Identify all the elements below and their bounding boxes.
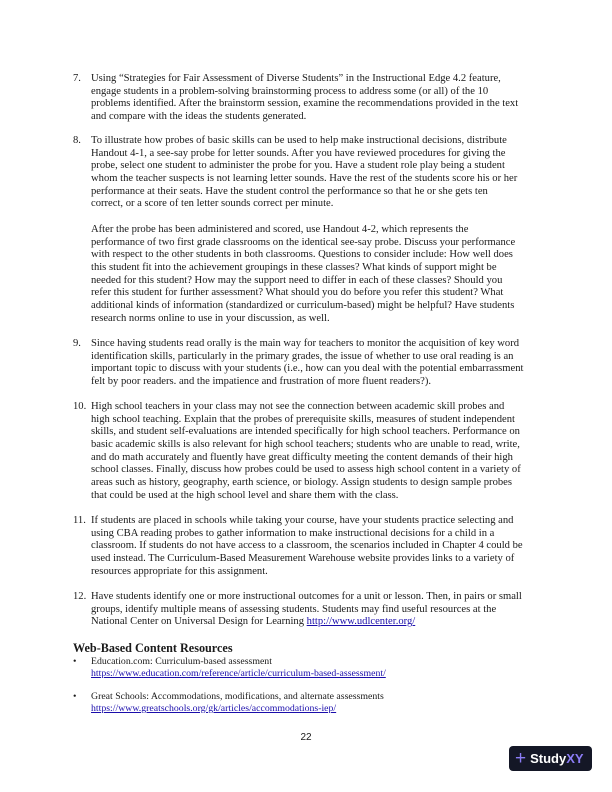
text-line bbox=[91, 515, 523, 528]
item-number: 12. bbox=[73, 591, 87, 602]
item-number: 9. bbox=[73, 338, 81, 349]
text-line bbox=[91, 135, 517, 148]
text-line bbox=[91, 528, 523, 541]
item-number: 11. bbox=[73, 515, 86, 526]
text-line bbox=[91, 477, 521, 490]
bullet: • bbox=[73, 656, 77, 667]
text-line bbox=[91, 111, 518, 124]
section-heading: Web-Based Content Resources bbox=[73, 641, 233, 655]
line-text: Have students identify one or more instructional outcomes for a unit or lesson. Then, in pairs or small bbox=[91, 591, 522, 602]
page-number: 22 bbox=[300, 732, 312, 743]
line-text: problems identified. After the brainstorm session, examine the recommendations provided in the text bbox=[91, 98, 519, 110]
line-text: high school teaching. Explain that the probes of prerequisite skills, measures of student independent bbox=[91, 413, 515, 425]
line-text: with respect to the other students in both classrooms. Questions to consider include: How well does bbox=[91, 249, 513, 261]
text-line bbox=[91, 173, 517, 186]
text-line bbox=[91, 160, 517, 173]
line-text: and compare with the ideas the students generated. bbox=[91, 110, 307, 122]
text-line bbox=[91, 363, 524, 376]
line-text: areas such as history, geography, earth science, or biology. Assign students to design sample probes bbox=[91, 476, 513, 488]
line-text: performance at their seats. Have the student control the performance so that he or she gets ten bbox=[91, 185, 488, 197]
line-text: important topic to discuss with your students (i.e., how can you deal with the potential embarrassment bbox=[91, 363, 524, 375]
text-line bbox=[91, 73, 518, 86]
line-text: performance of two first grade classrooms on the identical see-say probe. Discuss your performance bbox=[91, 236, 516, 248]
text-line bbox=[91, 300, 515, 313]
line-text: felt by poor readers. and the impatience and frustration of more fluent readers?). bbox=[91, 375, 432, 387]
text-line bbox=[91, 224, 515, 237]
line-text: needed for this student? How may the support need to differ in each of these classes? Should you bbox=[91, 274, 503, 286]
resource-link[interactable]: https://www.greatschools.org/gk/articles/accommodations-iep/ bbox=[91, 703, 337, 714]
text-line bbox=[91, 186, 517, 199]
line-text: Handout 4-1, a see-say probe for letter sounds. After you have reviewed procedures for giving the bbox=[91, 147, 506, 159]
text-line bbox=[91, 86, 518, 99]
brand-study: Study bbox=[530, 751, 567, 766]
line-text: research norms online to use in your discussion, as well. bbox=[91, 312, 330, 324]
line-text: High school teachers in your class may not see the connection between academic skill probes and bbox=[91, 401, 505, 412]
text-line bbox=[91, 287, 515, 300]
line-text: this student fit into the achievement groupings in these classes? What kinds of support might be bbox=[91, 261, 497, 273]
text-line bbox=[91, 275, 515, 288]
text-line bbox=[91, 439, 521, 452]
line-text: skills, and student self-evaluations are intended specifically for high school teachers. Performance on bbox=[91, 426, 520, 438]
text-line bbox=[91, 148, 517, 161]
line-text: To illustrate how probes of basic skills can be used to help make instructional decisions, distribute bbox=[91, 135, 507, 146]
text-line bbox=[91, 452, 521, 465]
bullet: • bbox=[73, 691, 77, 702]
text-line bbox=[91, 401, 521, 414]
resource-link[interactable]: https://www.education.com/reference/article/curriculum-based-assessment/ bbox=[91, 668, 386, 679]
line-text: resources appropriate for this assignment. bbox=[91, 565, 268, 577]
text-line bbox=[91, 98, 518, 111]
line-text: After the probe has been administered and scored, use Handout 4-2, which represents the bbox=[91, 224, 469, 235]
line-text: Using “Strategies for Fair Assessment of Diverse Students” in the Instructional Edge 4.2 feature, bbox=[91, 73, 501, 84]
item-number: 7. bbox=[73, 73, 81, 84]
text-line bbox=[91, 249, 515, 262]
line-text: engage students in a problem-solving brainstorming process to address some (or all) of the 10 bbox=[91, 85, 489, 97]
line-text: used instead. The Curriculum-Based Measurement Warehouse website provides links to a variety of bbox=[91, 552, 515, 564]
line-text: additional kinds of information (standardized or curriculum-based) might be helpful? Have students bbox=[91, 299, 515, 311]
plus-icon: + bbox=[515, 748, 527, 769]
text-line bbox=[91, 566, 523, 579]
line-text: school classes. Finally, discuss how probes could be used to assess high school content in a variety of bbox=[91, 464, 521, 476]
text-line bbox=[91, 591, 522, 604]
text-line bbox=[91, 351, 524, 364]
text-line bbox=[91, 464, 521, 477]
line-text: identification skills, particularly in the primary grades, the issue of whether to use oral reading is an bbox=[91, 350, 514, 362]
resource-label: Great Schools: Accommodations, modifications, and alternate assessments bbox=[91, 691, 384, 702]
item-number: 10. bbox=[73, 401, 87, 412]
text-line bbox=[91, 414, 521, 427]
brand-xy: XY bbox=[566, 751, 584, 766]
resource-label: Education.com: Curriculum-based assessment bbox=[91, 656, 272, 667]
text-line bbox=[91, 604, 522, 617]
studyxy-badge[interactable] bbox=[509, 746, 592, 771]
line-text: correct, or a score of ten letter sounds correct per minute. bbox=[91, 198, 334, 210]
text-line bbox=[91, 553, 523, 566]
text-line bbox=[91, 237, 515, 250]
text-line bbox=[91, 616, 522, 629]
line-text: refer this student for further assessment? What should you do before you refer this student? What bbox=[91, 287, 504, 299]
text-line bbox=[91, 540, 523, 553]
line-text: basic academic skills is also relevant for high school teachers; students who are unable to read, write, bbox=[91, 438, 520, 450]
line-text: If students are placed in schools while taking your course, have your students practice selecting and bbox=[91, 515, 514, 526]
text-line bbox=[91, 198, 517, 211]
line-text: National Center on Universal Design for Learning bbox=[91, 616, 307, 628]
line-text: whom the teacher suspects is not learning letter sounds. Have the rest of the students score his or her bbox=[91, 172, 518, 184]
line-text: probe, select one student to administer the probe for you. Have a student role play being a student bbox=[91, 160, 505, 172]
line-text: Since having students read orally is the main way for teachers to monitor the acquisition of key word bbox=[91, 338, 520, 349]
item-number: 8. bbox=[73, 135, 81, 146]
line-text: classroom. If students do not have access to a classroom, the scenarios included in Chapter 4 could be bbox=[91, 540, 523, 552]
line-text: using CBA reading probes to gather information to make instructional decisions for a child in a bbox=[91, 527, 495, 539]
text-line bbox=[91, 338, 524, 351]
text-line bbox=[91, 313, 515, 326]
text-line bbox=[91, 490, 521, 503]
text-line bbox=[91, 376, 524, 389]
line-text: that could be used at the high school level and share them with the class. bbox=[91, 489, 399, 501]
text-line bbox=[91, 426, 521, 439]
line-text: groups, identify multiple means of assessing students. Students may find useful resources at the bbox=[91, 603, 497, 615]
line-text: and do math accurately and fluently have great difficulty meeting the content demands of their high bbox=[91, 451, 513, 463]
text-line bbox=[91, 262, 515, 275]
udl-link[interactable]: http://www.udlcenter.org/ bbox=[306, 616, 416, 628]
